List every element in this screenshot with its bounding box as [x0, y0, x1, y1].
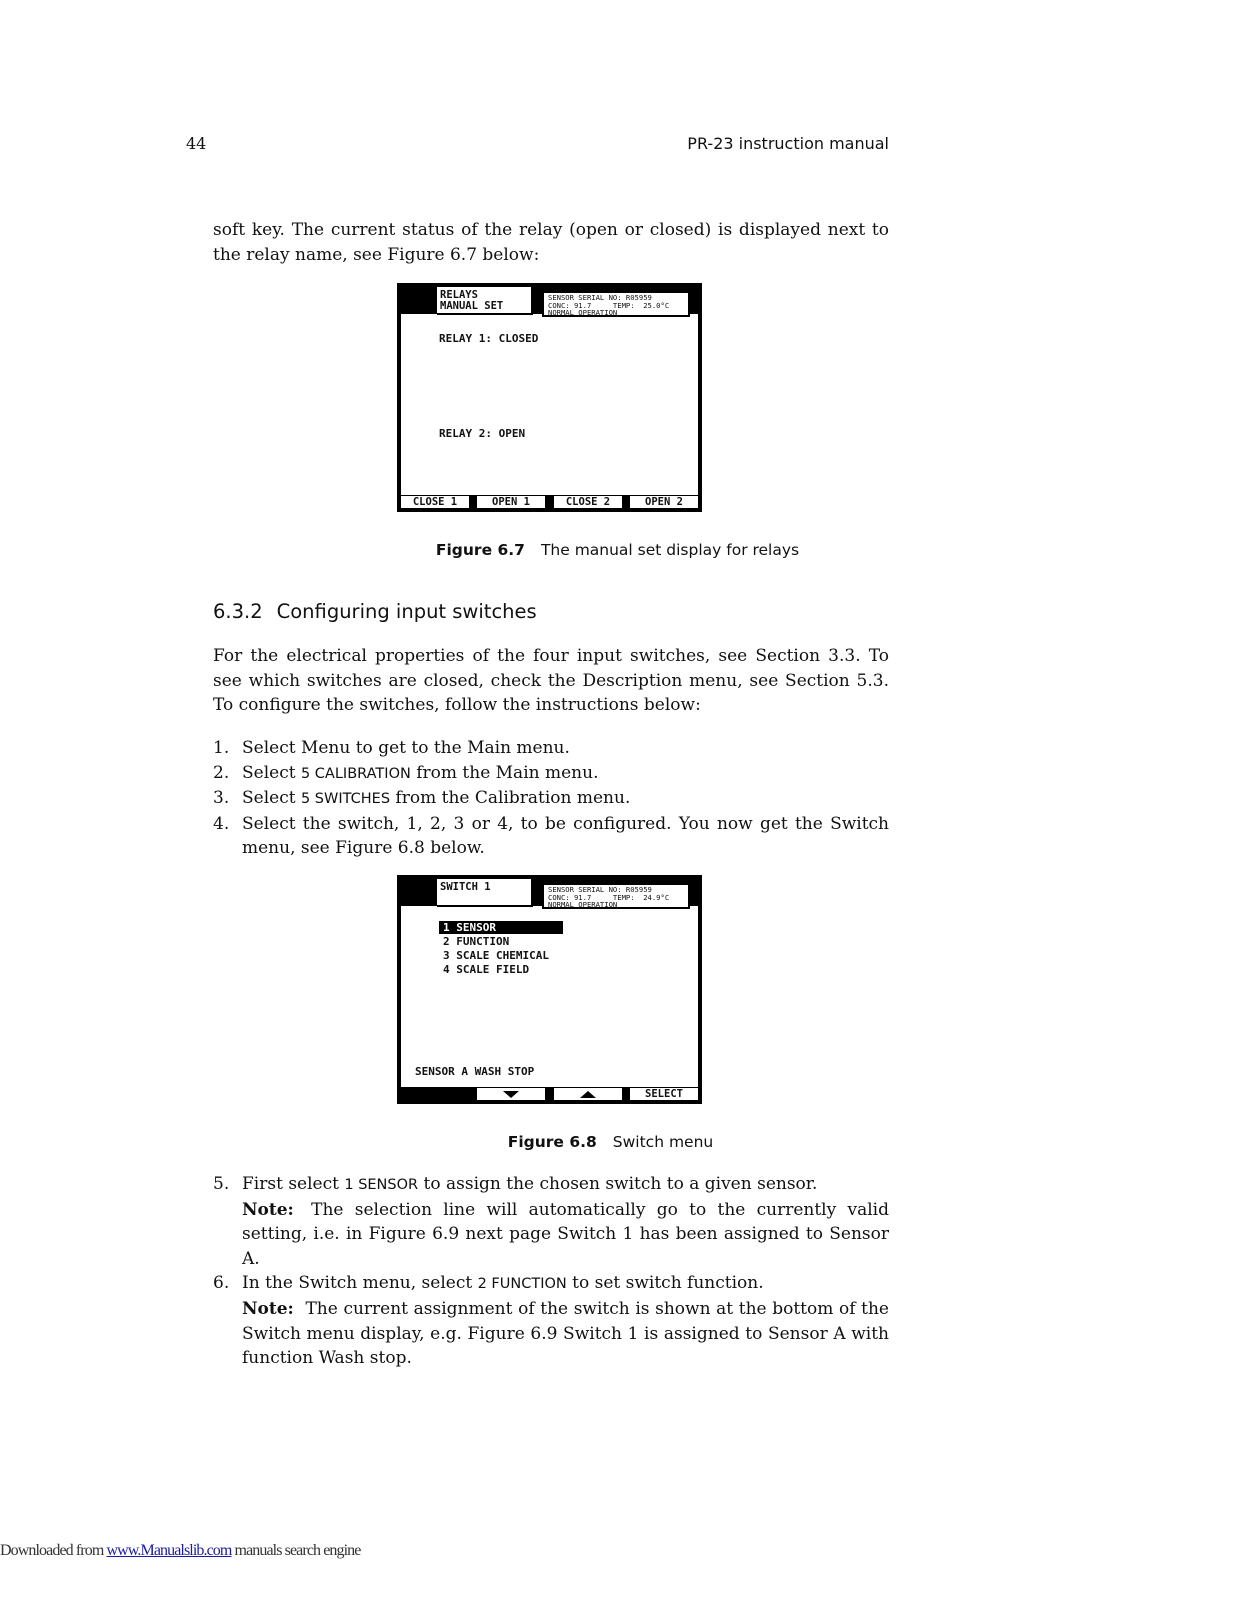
open-2-key[interactable]: OPEN 2 — [630, 496, 698, 508]
list-item — [213, 736, 889, 761]
note-text: The selection line will automatically go to the currently valid setting, i.e. in Figure 6.9 next page Switch 1 has been assigned to Sensor A. — [242, 1199, 890, 1269]
down-key[interactable] — [477, 1088, 545, 1100]
conc-temp: CONC: 91.7 TEMP: 25.0°C — [548, 300, 670, 310]
intro-paragraph: soft key. The current status of the relay (open or closed) is displayed next to the relay name, see Figure 6.7 below: — [213, 220, 889, 265]
step-text: First select — [242, 1174, 345, 1194]
step-text: to assign the chosen switch to a given sensor. — [418, 1174, 818, 1194]
menu-item-scale-field[interactable]: 4 SCALE FIELD — [443, 963, 530, 976]
lcd-screen — [401, 287, 698, 508]
menu-option: 2 FUNCTION — [477, 1276, 567, 1293]
step-number: 2. — [213, 762, 230, 783]
menu-option: 5 SWITCHES — [300, 791, 391, 808]
menu-item-scale-chemical[interactable]: 3 SCALE CHEMICAL — [443, 949, 549, 962]
section-paragraph: For the electrical properties of the four input switches, see Section 3.3. To see which switches are closed, check the Description menu, see Section 5.3. To configure the switches, follow the instructions below: — [213, 646, 889, 716]
caption-label: Figure 6.7 — [435, 541, 525, 559]
figure-6-8-caption — [0, 1133, 1229, 1151]
select-key[interactable]: SELECT — [630, 1088, 698, 1100]
footer-text: Downloaded from — [0, 1542, 107, 1559]
step-number: 6. — [213, 1273, 230, 1294]
menu-option: 5 CALIBRATION — [300, 765, 411, 782]
step-number: 5. — [213, 1174, 230, 1194]
note-label: Note: — [242, 1199, 294, 1220]
lcd-title-line-2: MANUAL SET — [440, 300, 504, 312]
menu-option: 1 SENSOR — [344, 1177, 419, 1193]
step-text: Select — [242, 788, 301, 809]
steps-list — [213, 736, 889, 861]
lcd-title-box — [437, 879, 533, 907]
list-item — [213, 812, 889, 861]
step-text: from the Main menu. — [410, 762, 599, 783]
list-item — [213, 1172, 889, 1271]
caption-text: Switch menu — [612, 1133, 714, 1151]
soft-key-bar — [401, 1087, 698, 1100]
close-1-key[interactable]: CLOSE 1 — [401, 496, 469, 508]
lcd-title: SWITCH 1 — [440, 881, 491, 893]
step-text: Select the switch, 1, 2, 3 or 4, to be configured. You now get the Switch menu, see Figure 6.8 below. — [242, 813, 889, 859]
menu-item-sensor[interactable]: 1 SENSOR — [439, 921, 563, 934]
step-text: from the Calibration menu. — [390, 788, 631, 809]
caption-text: The manual set display for relays — [540, 541, 800, 559]
sensor-serial: SENSOR SERIAL NO: R05959 — [548, 293, 652, 302]
list-item — [213, 786, 889, 812]
relays-manual-set-display — [397, 283, 702, 512]
step-number: 1. — [213, 738, 230, 758]
relay-1-status: RELAY 1: CLOSED — [439, 332, 539, 345]
menu-item-function[interactable]: 2 FUNCTION — [443, 935, 510, 948]
lcd-title-line-1: RELAYS — [440, 289, 478, 301]
download-footer — [0, 1542, 360, 1560]
soft-key-bar — [401, 495, 698, 508]
up-key[interactable] — [554, 1088, 622, 1100]
list-item — [213, 761, 889, 787]
switch-assignment-status: SENSOR A WASH STOP — [415, 1065, 535, 1078]
sensor-info-box — [542, 883, 690, 909]
caption-label: Figure 6.8 — [507, 1133, 597, 1151]
step-text: Select Menu to get to the Main menu. — [242, 738, 570, 758]
page-number: 44 — [186, 134, 207, 153]
switch-menu-display — [397, 875, 702, 1104]
manualslib-link[interactable]: www.Manualslib.com — [106, 1542, 232, 1559]
step-text: In the Switch menu, select — [242, 1273, 478, 1294]
section-title: Configuring input switches — [276, 600, 537, 623]
arrow-down-icon — [503, 1091, 519, 1098]
lcd-screen — [401, 879, 698, 1100]
section-number: 6.3.2 — [213, 600, 263, 623]
note-text: The current assignment of the switch is shown at the bottom of the Switch menu display, e.g. Figure 6.9 Switch 1 is assigned to Sensor A with function Wash stop. — [242, 1298, 889, 1369]
steps-list-continued — [213, 1172, 889, 1371]
note-label: Note: — [242, 1298, 294, 1319]
section-heading — [213, 600, 537, 623]
relay-2-status: RELAY 2: OPEN — [439, 427, 526, 440]
step-number: 3. — [213, 788, 230, 809]
operation-status: NORMAL OPERATION — [548, 900, 618, 910]
sensor-info-box — [542, 291, 690, 317]
lcd-title-box — [437, 287, 533, 315]
footer-text: manuals search engine — [231, 1542, 361, 1559]
operation-status: NORMAL OPERATION — [548, 308, 618, 318]
close-2-key[interactable]: CLOSE 2 — [554, 496, 622, 508]
sensor-serial: SENSOR SERIAL NO: R05959 — [548, 885, 652, 894]
running-head: PR-23 instruction manual — [687, 134, 889, 153]
step-number: 4. — [213, 813, 230, 834]
step-text: to set switch function. — [566, 1273, 764, 1294]
step-text: Select — [242, 762, 301, 783]
list-item — [213, 1271, 889, 1370]
figure-6-7-caption — [0, 541, 1236, 559]
arrow-up-icon — [580, 1091, 596, 1098]
conc-temp: CONC: 91.7 TEMP: 24.9°C — [548, 892, 670, 902]
open-1-key[interactable]: OPEN 1 — [477, 496, 545, 508]
blank-key — [401, 1088, 469, 1100]
